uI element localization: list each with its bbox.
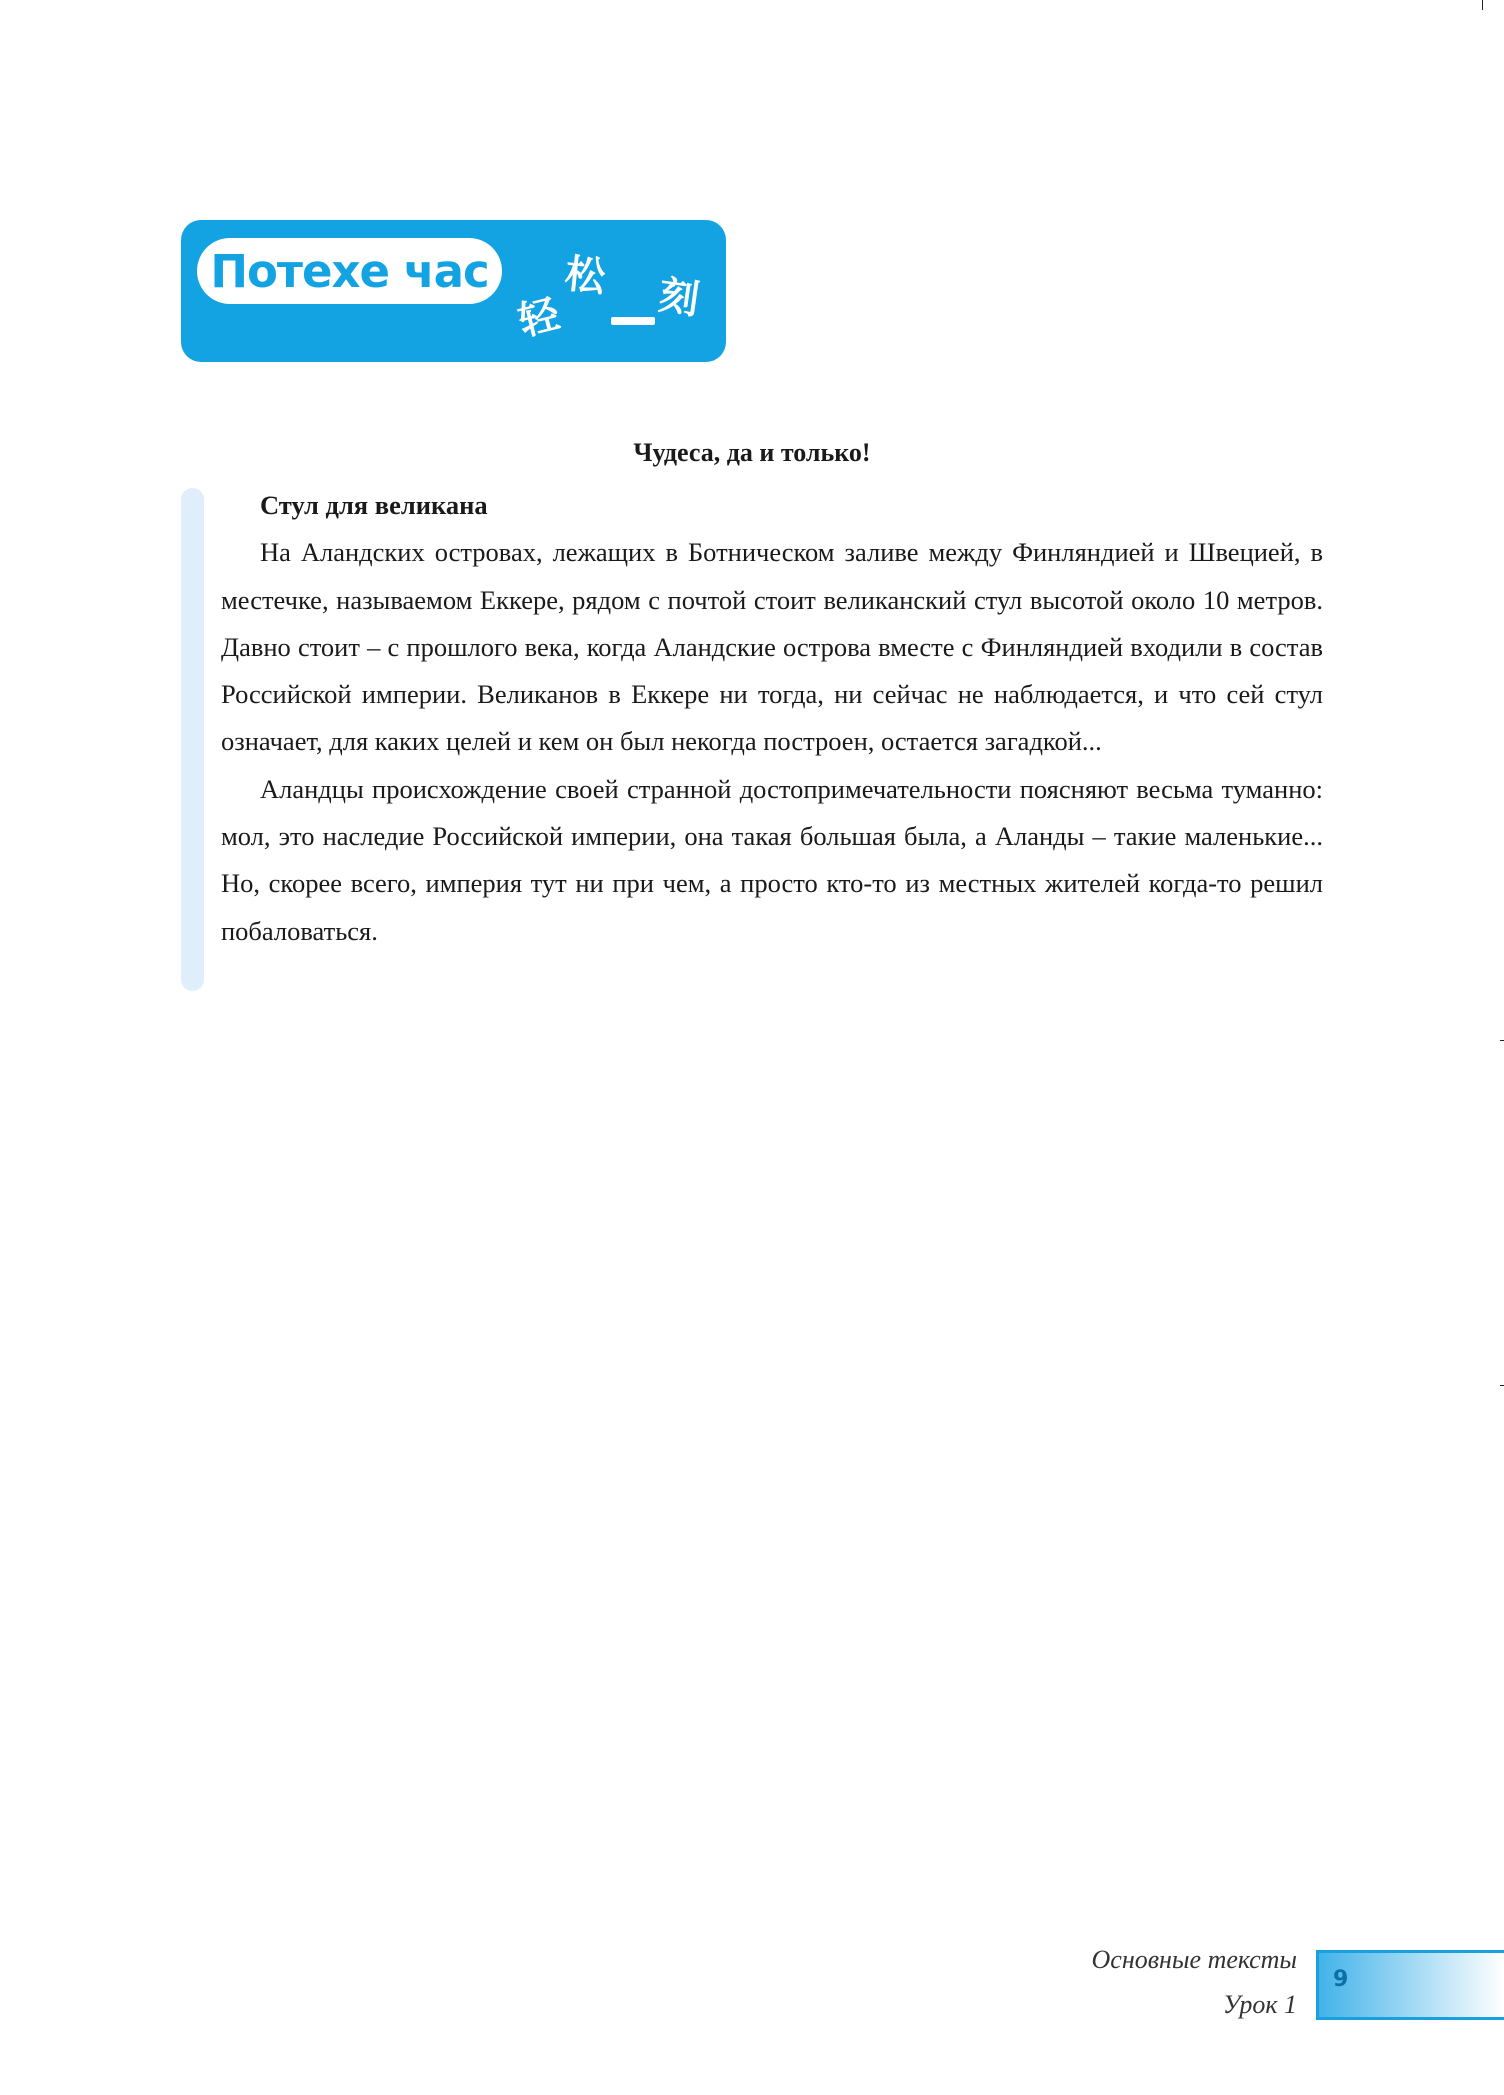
banner-title: Потехе час (210, 244, 489, 298)
footer-section-label: Основные тексты (1091, 1945, 1297, 1974)
banner-dash (611, 317, 655, 325)
article-paragraph: На Аландских островах, лежащих в Ботническом заливе между Финляндией и Швецией, в местечке, называемом Еккере, рядом с почтой стоит великанский стул высотой около 10 метров. Давно стоит – с прошлого века, когда Аландские острова вместе с Финляндией входили в состав Российской империи. Великанов в Еккере ни тогда, ни сейчас не наблюдается, и что сей стул означает, для каких целей и кем он был некогда построен, остается загадкой... (221, 537, 1323, 757)
crop-mark (1500, 1040, 1504, 1041)
banner-pill (197, 238, 502, 304)
article-body (221, 482, 1323, 955)
footer-lesson-label: Урок 1 (1222, 1990, 1297, 2019)
banner-cjk-char: 刻 (655, 272, 703, 324)
crop-mark (1500, 1385, 1504, 1386)
article-subtitle: Стул для великана (260, 490, 488, 520)
section-banner (181, 220, 726, 362)
page-number: 9 (1333, 1967, 1349, 1992)
decorative-side-bar (181, 488, 204, 991)
crop-mark (1482, 0, 1483, 10)
banner-cjk-char: 松 (562, 251, 608, 301)
page-number-tab (1316, 1950, 1504, 2020)
banner-cjk-char: 轻 (514, 290, 564, 346)
article-paragraph: Аландцы происхождение своей странной достопримечательности поясняют весьма туманно: мол, это наследие Российской империи, она такая большая была, а Аланды – такие маленькие... Но, скорее всего, империя тут ни при чем, а просто кто-то из местных жителей когда-то решил побаловаться. (221, 773, 1323, 946)
article-title: Чудеса, да и только! (633, 438, 871, 467)
